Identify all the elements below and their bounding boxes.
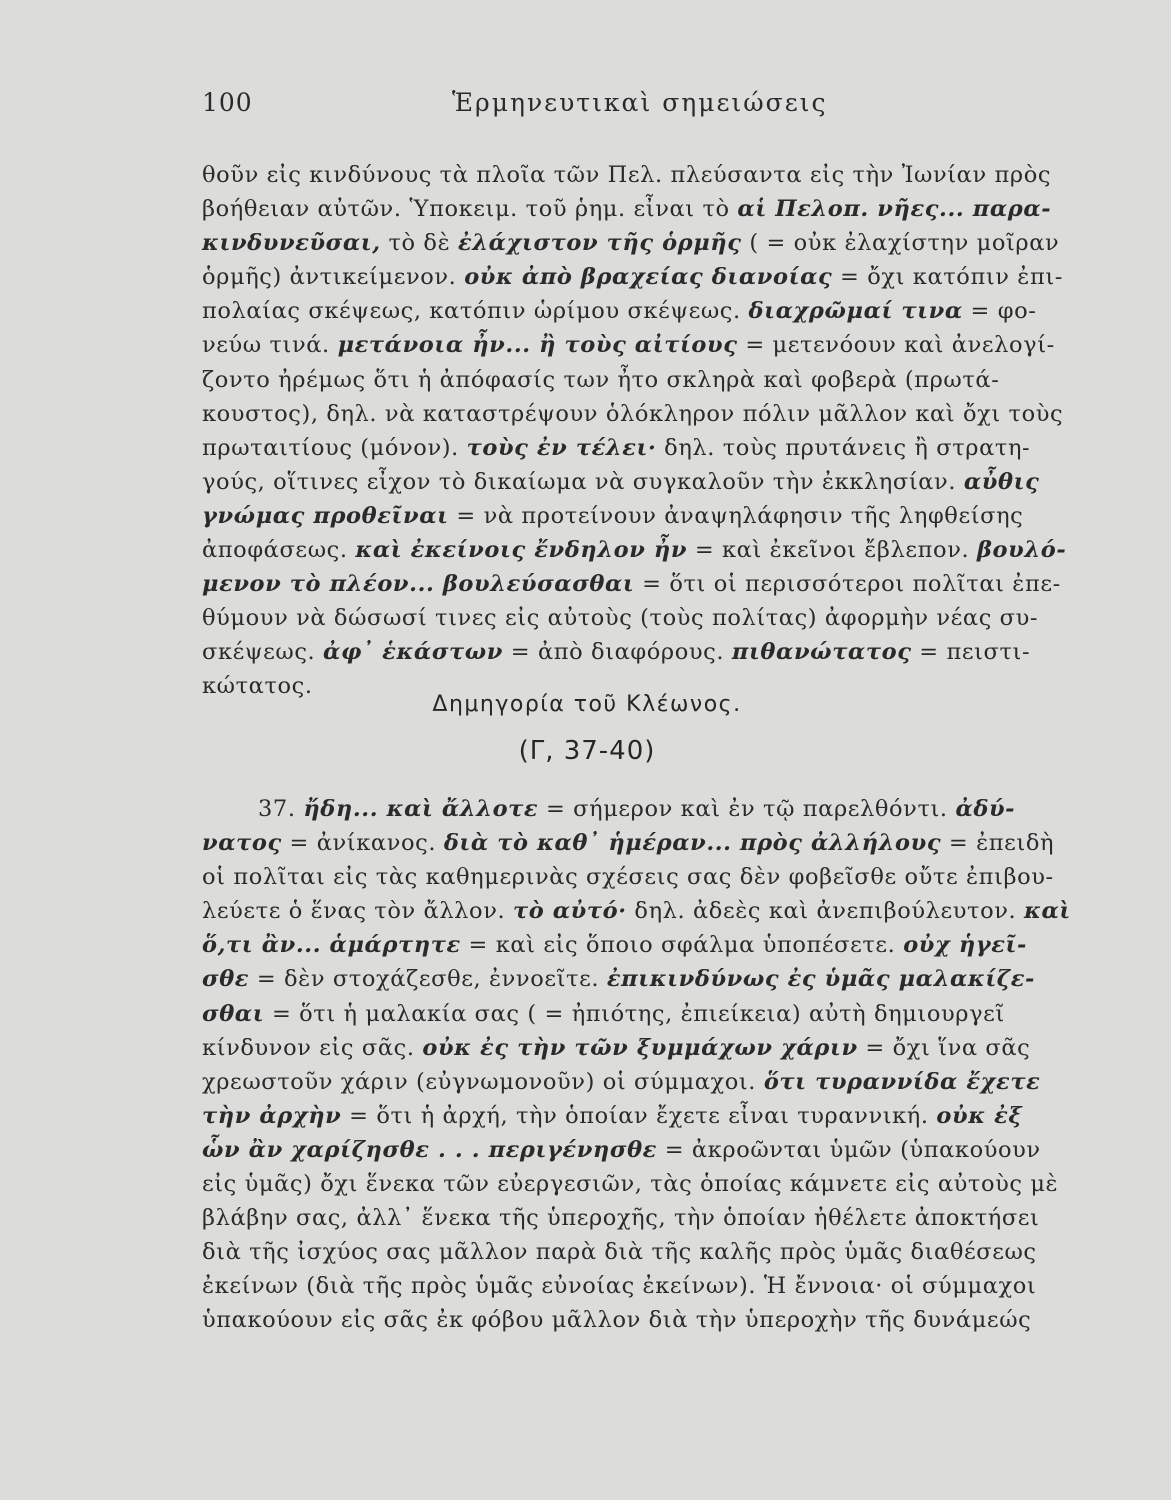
page-number: 100 bbox=[202, 88, 253, 117]
text-line bbox=[202, 997, 1005, 1031]
lemma-text: ἐπικινδύνως ἐς ὑμᾶς μαλακίζε- bbox=[606, 966, 1035, 993]
lemma-text: οὐκ ἀπὸ βραχείας διανοίας bbox=[464, 264, 833, 291]
lemma-text: σθε bbox=[202, 966, 250, 993]
lemma-text: ὅτι τυραννίδα ἔχετε bbox=[763, 1068, 1041, 1095]
gloss-text: = ὄχι ἵνα σᾶς bbox=[857, 1034, 1031, 1061]
gloss-text: ὁρμῆς) ἀντικείμενον. bbox=[202, 264, 465, 291]
lemma-text: ἐλάχιστον τῆς ὁρμῆς bbox=[458, 230, 742, 257]
commentary-block-2 bbox=[202, 792, 1071, 1338]
gloss-text: γούς, οἵτινες εἶχον τὸ δικαίωμα νὰ συγκαλοῦν τὴν ἐκκλησίαν. bbox=[202, 468, 964, 495]
lemma-text: κινδυνεῦσαι, bbox=[202, 230, 381, 257]
gloss-text: = φο- bbox=[962, 298, 1037, 325]
gloss-text: ζοντο ἠρέμως ὅτι ἡ ἀπόφασίς των ἦτο σκληρὰ καὶ φοβερὰ (πρωτά- bbox=[202, 366, 1000, 393]
lemma-text: τὸ αὐτό· bbox=[512, 898, 627, 925]
running-head bbox=[202, 88, 972, 128]
lemma-text: οὐκ ἐς τὴν τῶν ξυμμάχων χάριν bbox=[422, 1034, 858, 1061]
gloss-text: ἀποφάσεως. bbox=[202, 537, 356, 564]
gloss-text: θοῦν εἰς κινδύνους τὰ πλοῖα τῶν Πελ. πλεύσαντα εἰς τὴν Ἰωνίαν πρὸς bbox=[202, 162, 1052, 188]
text-line bbox=[202, 635, 1031, 669]
gloss-text: δηλ. ἀδεὲς καὶ ἀνεπιβούλευτον. bbox=[626, 898, 1025, 925]
gloss-text: = ὅτι ἡ ἀρχή, τὴν ὁποίαν ἔχετε εἶναι τυραννική. bbox=[341, 1102, 937, 1129]
gloss-text: = ἀνίκανος. bbox=[281, 830, 444, 857]
gloss-text: πρωταιτίους (μόνον). bbox=[202, 434, 467, 461]
text-line bbox=[202, 192, 1052, 226]
lemma-text: διὰ τὸ καθ᾽ ἡμέραν... πρὸς ἀλλήλους bbox=[443, 830, 942, 857]
gloss-text: εἰς ὑμᾶς) ὄχι ἕνεκα τῶν εὐεργεσιῶν, τὰς ὁποίας κάμνετε εἰς αὐτοὺς μὲ bbox=[202, 1171, 1059, 1198]
gloss-text: σκέψεως. bbox=[202, 639, 324, 666]
lemma-text: γνώμας προθεῖναι bbox=[202, 502, 449, 529]
gloss-text: κώτατος. bbox=[202, 673, 313, 700]
text-line bbox=[202, 928, 1027, 962]
lemma-text: σθαι bbox=[202, 1000, 265, 1027]
text-line bbox=[202, 1031, 1031, 1065]
running-title: Ἑρμηνευτικαὶ σημειώσεις bbox=[452, 88, 828, 117]
lemma-text: καὶ ἐκείνοις ἔνδηλον ἦν bbox=[355, 537, 688, 564]
gloss-text: πολαίας σκέψεως, κατόπιν ὡρίμου σκέψεως. bbox=[202, 298, 749, 325]
gloss-text: οἱ πολῖται εἰς τὰς καθημερινὰς σχέσεις σας δὲν φοβεῖσθε οὔτε ἐπιβου- bbox=[202, 864, 1054, 891]
text-line bbox=[202, 1099, 1023, 1133]
gloss-text: = ἀπὸ διαφόρους. bbox=[503, 639, 732, 666]
lemma-text: διαχρῶμαί τινα bbox=[748, 298, 963, 325]
text-line bbox=[202, 397, 1064, 431]
section-heading: Δημηγορία τοῦ Κλέωνος. bbox=[432, 692, 742, 717]
lemma-text: αὖθις bbox=[963, 468, 1040, 495]
text-line bbox=[202, 567, 1061, 601]
lemma-text: ὧν ἂν χαρίζησθε . . . περιγένησθε bbox=[202, 1136, 657, 1163]
gloss-text: = νὰ προτείνουν ἀναψηλάφησιν τῆς ληφθείσης bbox=[448, 502, 1024, 529]
gloss-text: = ἀκροῶνται ὑμῶν (ὑπακούουν bbox=[656, 1136, 1041, 1163]
lemma-text: τοὺς ἐν τέλει· bbox=[466, 434, 657, 461]
text-line bbox=[202, 894, 1071, 928]
gloss-text: θύμουν νὰ δώσωσί τινες εἰς αὐτοὺς (τοὺς πολίτας) ἀφορμὴν νέας συ- bbox=[202, 605, 1039, 632]
gloss-text: δηλ. τοὺς πρυτάνεις ἢ στρατη- bbox=[656, 434, 1031, 461]
lemma-text: μενον τὸ πλέον... βουλεύσασθαι bbox=[202, 571, 635, 598]
text-line bbox=[202, 601, 1039, 635]
gloss-text: ( = οὐκ ἐλαχίστην μοῖραν bbox=[741, 230, 1060, 257]
gloss-text: = μετενόουν καὶ ἀνελογί- bbox=[737, 332, 1055, 359]
text-line bbox=[202, 1065, 1041, 1099]
gloss-text: λεύετε ὁ ἕνας τὸν ἄλλον. bbox=[202, 898, 513, 925]
gloss-text: = καὶ εἰς ὅποιο σφάλμα ὑποπέσετε. bbox=[460, 932, 904, 959]
text-line bbox=[202, 792, 1016, 826]
gloss-text: τὸ δὲ bbox=[380, 230, 458, 257]
gloss-text: ὑπακούουν εἰς σᾶς ἐκ φόβου μᾶλλον διὰ τὴν ὑπεροχὴν τῆς δυνάμεώς bbox=[202, 1307, 1032, 1334]
gloss-text: = καὶ ἐκεῖνοι ἔβλεπον. bbox=[687, 537, 977, 564]
text-line bbox=[202, 260, 1063, 294]
gloss-text: = ὄχι κατόπιν ἐπι- bbox=[832, 264, 1063, 291]
lemma-text: αἱ Πελοπ. νῆες... παρα- bbox=[737, 196, 1052, 223]
gloss-text: βλάβην σας, ἀλλ᾽ ἕνεκα τῆς ὑπεροχῆς, τὴν ὁποίαν ἠθέλετε ἀποκτήσει bbox=[202, 1205, 1040, 1232]
lemma-text: οὐχ ἡγεῖ- bbox=[903, 932, 1027, 959]
gloss-text: = δὲν στοχάζεσθε, ἐννοεῖτε. bbox=[249, 966, 607, 993]
text-line bbox=[202, 431, 1031, 465]
lemma-text: νατος bbox=[202, 830, 282, 857]
gloss-text: νεύω τινά. bbox=[202, 332, 338, 359]
gloss-text: διὰ τῆς ἰσχύος σας μᾶλλον παρὰ διὰ τῆς καλῆς πρὸς ὑμᾶς διαθέσεως bbox=[202, 1239, 1037, 1266]
text-line bbox=[202, 1133, 1041, 1167]
gloss-text: βοήθειαν αὐτῶν. Ὑποκειμ. τοῦ ῥημ. εἶναι τὸ bbox=[202, 196, 738, 223]
lemma-text: ἀδύ- bbox=[955, 796, 1016, 822]
text-line bbox=[202, 826, 1055, 860]
gloss-text: κουστος), δηλ. νὰ καταστρέψουν ὁλόκληρον πόλιν μᾶλλον καὶ ὄχι τοὺς bbox=[202, 400, 1064, 427]
gloss-text: κίνδυνον εἰς σᾶς. bbox=[202, 1034, 423, 1061]
text-line bbox=[202, 1201, 1040, 1235]
text-line bbox=[202, 294, 1037, 328]
text-line bbox=[202, 1235, 1037, 1269]
lemma-text: μετάνοια ἦν... ἢ τοὺς αἰτίους bbox=[337, 332, 738, 359]
section-range: (Γ, 37-40) bbox=[518, 736, 656, 766]
lemma-text: ὅ,τι ἂν... ἁμάρτητε bbox=[202, 932, 461, 959]
gloss-text: = ὅτι ἡ μαλακία σας ( = ἠπιότης, ἐπιείκεια) αὐτὴ δημιουργεῖ bbox=[264, 1000, 1005, 1027]
text-line bbox=[202, 328, 1055, 362]
text-line bbox=[202, 1269, 1037, 1303]
lemma-text: καὶ bbox=[1024, 898, 1071, 925]
text-line bbox=[202, 465, 1040, 499]
lemma-text: ἀφ᾽ ἑκάστων bbox=[323, 639, 504, 666]
gloss-text: = ἐπειδὴ bbox=[941, 830, 1055, 857]
text-line bbox=[202, 533, 1067, 567]
text-line bbox=[202, 1167, 1059, 1201]
text-line bbox=[202, 363, 1000, 397]
lemma-text: τὴν ἀρχὴν bbox=[202, 1102, 342, 1129]
text-line bbox=[202, 1303, 1032, 1337]
gloss-text: ἐκείνων (διὰ τῆς πρὸς ὑμᾶς εὐνοίας ἐκείνων). Ἡ ἔννοια· οἱ σύμμαχοι bbox=[202, 1273, 1037, 1300]
gloss-text: = πειστι- bbox=[911, 639, 1031, 666]
gloss-text: χρεωστοῦν χάριν (εὐγνωμονοῦν) οἱ σύμμαχοι. bbox=[202, 1068, 764, 1095]
gloss-text: 37. bbox=[258, 796, 304, 822]
lemma-text: πιθανώτατος bbox=[731, 639, 912, 666]
text-line bbox=[202, 226, 1060, 260]
lemma-text: ἤδη... καὶ ἄλλοτε bbox=[303, 796, 539, 822]
lemma-text: οὐκ ἐξ bbox=[936, 1102, 1023, 1129]
text-line bbox=[202, 962, 1035, 996]
text-line bbox=[202, 499, 1024, 533]
lemma-text: βουλό- bbox=[976, 537, 1067, 564]
commentary-block-1 bbox=[202, 158, 1067, 704]
text-line bbox=[202, 158, 1052, 192]
text-line bbox=[202, 860, 1054, 894]
gloss-text: = σήμερον καὶ ἐν τῷ παρελθόντι. bbox=[538, 796, 956, 822]
gloss-text: = ὅτι οἱ περισσότεροι πολῖται ἐπε- bbox=[634, 571, 1061, 598]
